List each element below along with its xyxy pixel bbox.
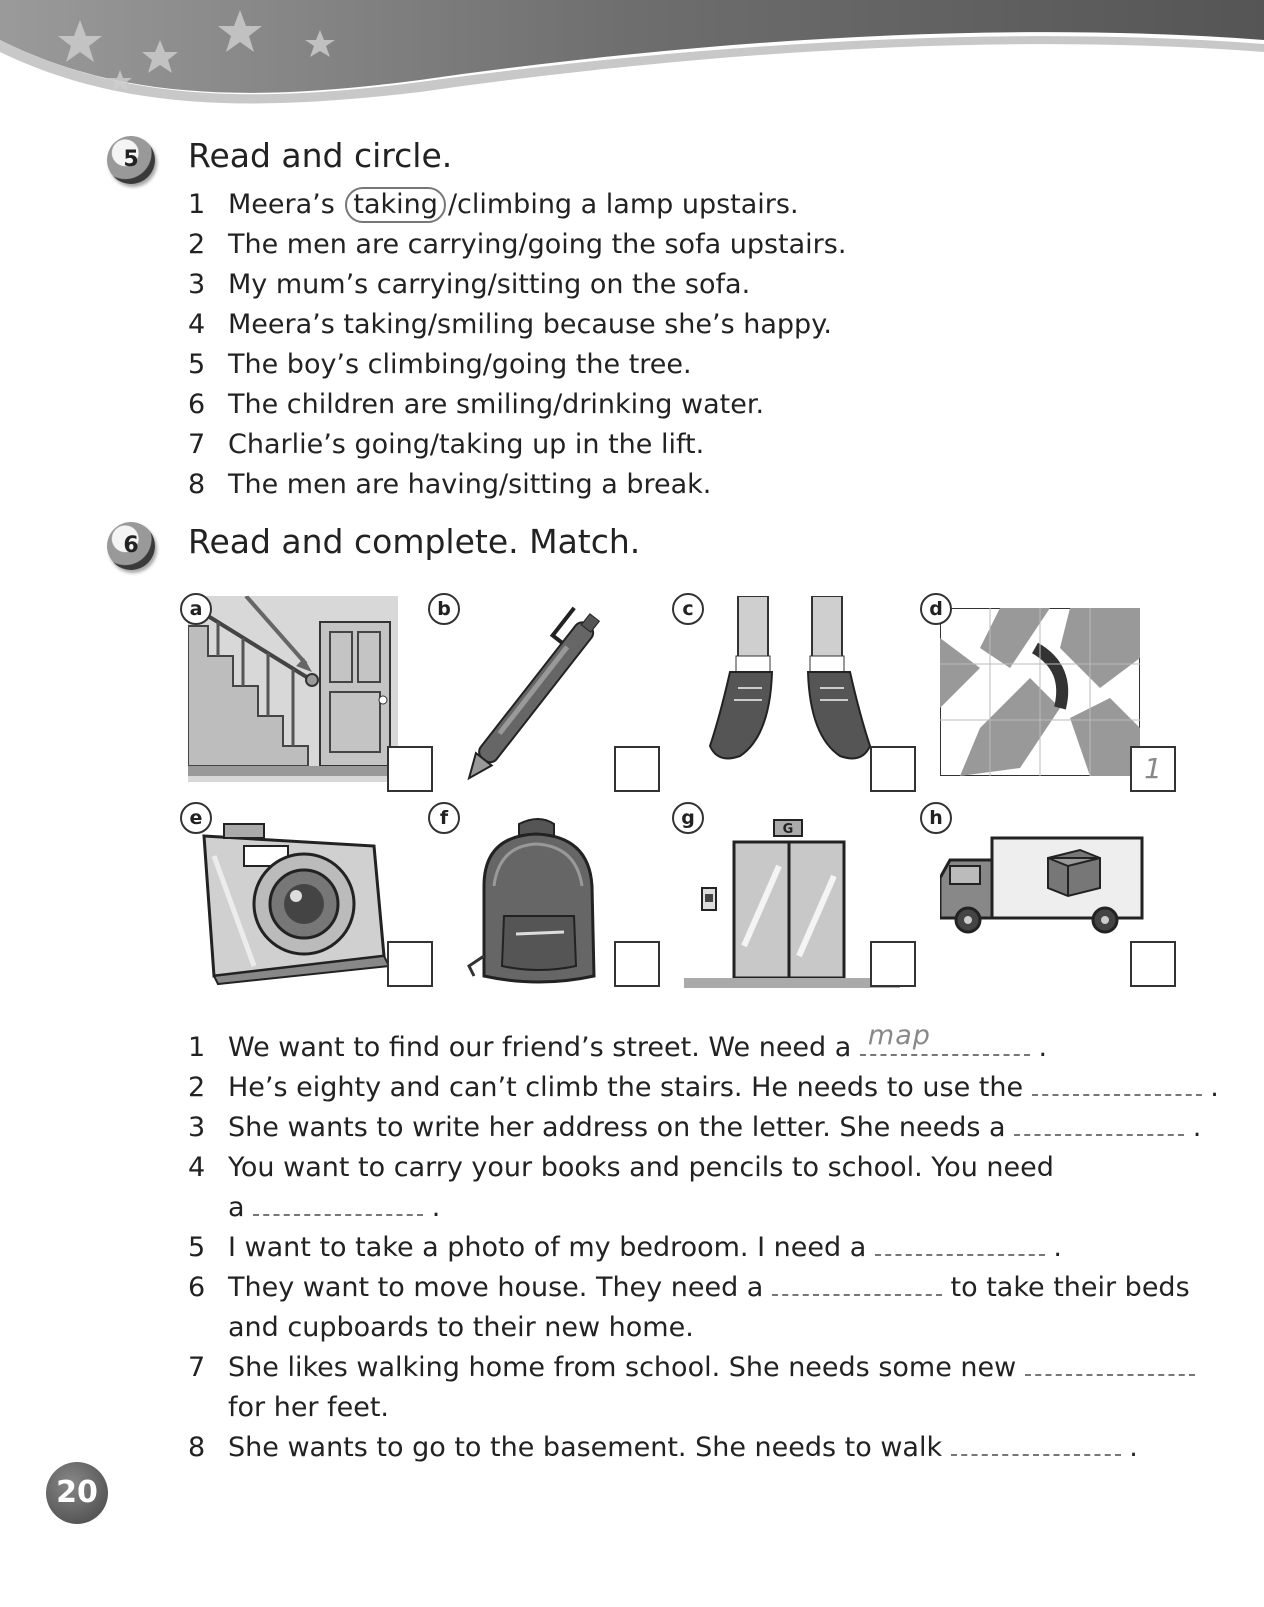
answer-box-e[interactable] [387,941,433,987]
map-icon [940,608,1140,776]
answer-blank[interactable] [253,1188,423,1216]
camera-icon [194,816,394,986]
list-item: 4 Meera’s taking/smiling because she’s happy. [188,309,832,340]
exercise-6-sentences [188,1020,1219,1468]
picture-letter-b: b [428,593,460,625]
header-banner [0,0,1264,130]
list-item: 4 You want to carry your books and pencils to school. You need [188,1152,1054,1183]
list-item: 6 The children are smiling/drinking water. [188,389,765,420]
backpack-icon [464,816,614,986]
list-item: 7 Charlie’s going/taking up in the lift. [188,429,705,460]
list-item: 6 They want to move house. They need a to take their beds [188,1268,1219,1308]
circled-answer[interactable]: taking [345,187,446,223]
pen-icon [440,596,640,782]
list-item: 5 The boy’s climbing/going the tree. [188,349,692,380]
answer-box-a[interactable] [387,746,433,792]
stairs-icon [188,596,398,782]
list-item: 3 My mum’s carrying/sitting on the sofa. [188,269,751,300]
page-number: 20 [46,1462,108,1524]
shoes-icon [700,596,880,782]
picture-letter-g: g [672,802,704,834]
exercise-6-title: Read and complete. Match. [188,522,641,561]
exercise-5-badge [107,136,155,184]
list-item: 5 I want to take a photo of my bedroom. I need a . [188,1228,1219,1268]
picture-letter-c: c [672,593,704,625]
exercise-6-number: 6 [123,533,139,558]
picture-letter-a: a [180,593,212,625]
exercise-5-title: Read and circle. [188,136,453,175]
answer-blank[interactable] [1014,1108,1184,1136]
answer-box-h[interactable] [1130,941,1176,987]
picture-letter-e: e [180,802,212,834]
list-item-continuation: a . [188,1188,1219,1228]
exercise-5-number: 5 [123,147,139,172]
exercise-6-badge [107,522,155,570]
list-item-continuation: and cupboards to their new home. [228,1312,694,1343]
answer-blank[interactable] [951,1428,1121,1456]
lift-icon [684,816,900,991]
answer-blank[interactable] [772,1268,942,1296]
answer-box-f[interactable] [614,941,660,987]
list-item: 1 Meera’s taking /climbing a lamp upstairs. [188,185,846,225]
answer-box-b[interactable] [614,746,660,792]
list-item: 2 He’s eighty and can’t climb the stairs. He needs to use the . [188,1068,1219,1108]
list-item: 2 The men are carrying/going the sofa upstairs. [188,229,847,260]
picture-letter-d: d [920,593,952,625]
exercise-5-list [188,185,846,505]
lift-sign-text: G [782,822,794,837]
answer-blank[interactable] [1025,1348,1195,1376]
picture-letter-f: f [428,802,460,834]
answer-blank[interactable] [875,1228,1045,1256]
list-item: 7 She likes walking home from school. She needs some new [188,1348,1219,1388]
list-item: 8 She wants to go to the basement. She needs to walk . [188,1428,1219,1468]
list-item: 3 She wants to write her address on the letter. She needs a . [188,1108,1219,1148]
list-item: 8 The men are having/sitting a break. [188,469,712,500]
answer-box-d[interactable]: 1 [1130,746,1176,792]
answer-blank[interactable]: map [860,1028,1030,1056]
answer-box-c[interactable] [870,746,916,792]
list-item-continuation: for her feet. [228,1392,390,1423]
picture-letter-h: h [920,802,952,834]
lorry-icon [940,830,1146,940]
answer-box-g[interactable] [870,941,916,987]
list-item: 1 We want to find our friend’s street. We need a map . [188,1020,1048,1063]
answer-blank[interactable] [1032,1068,1202,1096]
